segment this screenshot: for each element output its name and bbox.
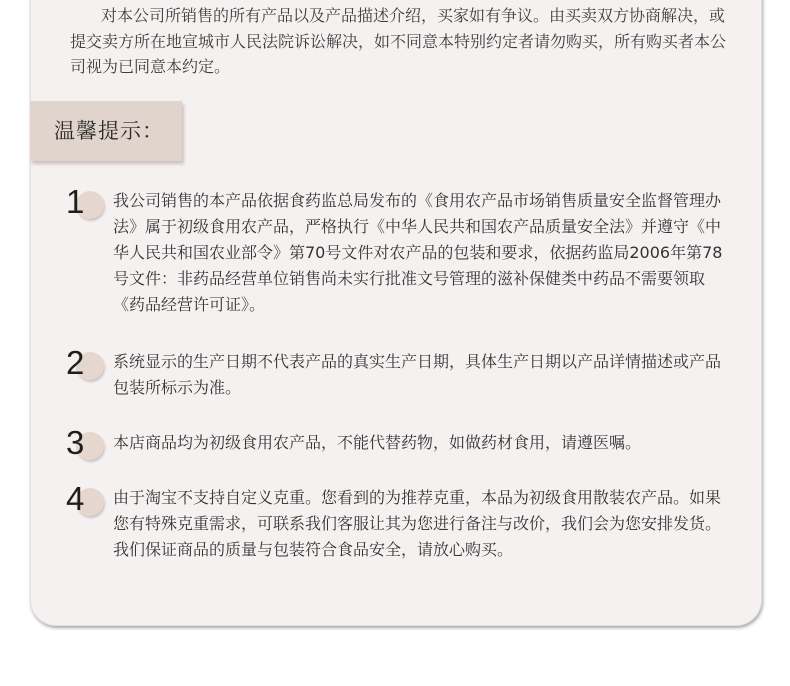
item-number-4 <box>66 480 106 525</box>
item-number-digit: 4 <box>66 480 85 517</box>
item-number-2 <box>66 344 106 389</box>
item-text-3: 本店商品均为初级食用农产品，不能代替药物，如做药材食用，请遵医嘱。 <box>113 433 642 452</box>
item-text-4: 由于淘宝不支持自定义克重。您看到的为推荐克重，本品为初级食用散装农产品。如果您有特殊克重需求，可联系我们客服让其为您进行备注与改价，我们会为您安排发货。我们保证商品的质量与包装符合食品安全，请放心购买。 <box>113 488 722 559</box>
tip-title: 温馨提示： <box>54 119 164 143</box>
intro-paragraph: 对本公司所销售的所有产品以及产品描述介绍，买家如有争议。由买卖双方协商解决，或提交卖方所在地宣城市人民法院诉讼解决，如不同意本特别约定者请勿购买，所有购买者本公司视为已同意本约定。 <box>70 6 727 76</box>
item-number-3 <box>66 424 106 469</box>
item-number-1 <box>66 183 106 228</box>
item-number-digit: 3 <box>66 424 85 461</box>
item-number-digit: 1 <box>66 183 85 220</box>
tip-header <box>30 101 182 161</box>
item-text-1: 我公司销售的本产品依据食药监总局发布的《食用农产品市场销售质量安全监督管理办法》属于初级食用农产品，严格执行《中华人民共和国农产品质量安全法》并遵守《中华人民共和国农业部令》第70号文件对农产品的包装和要求，依据药监局2006年第78号文件：非药品经营单位销售尚未实行批准文号管理的滋补保健类中药品不需要领取《药品经营许可证》。 <box>113 191 723 314</box>
item-number-digit: 2 <box>66 344 85 381</box>
item-text-2: 系统显示的生产日期不代表产品的真实生产日期，具体生产日期以产品详情描述或产品包装所标示为准。 <box>113 352 722 397</box>
